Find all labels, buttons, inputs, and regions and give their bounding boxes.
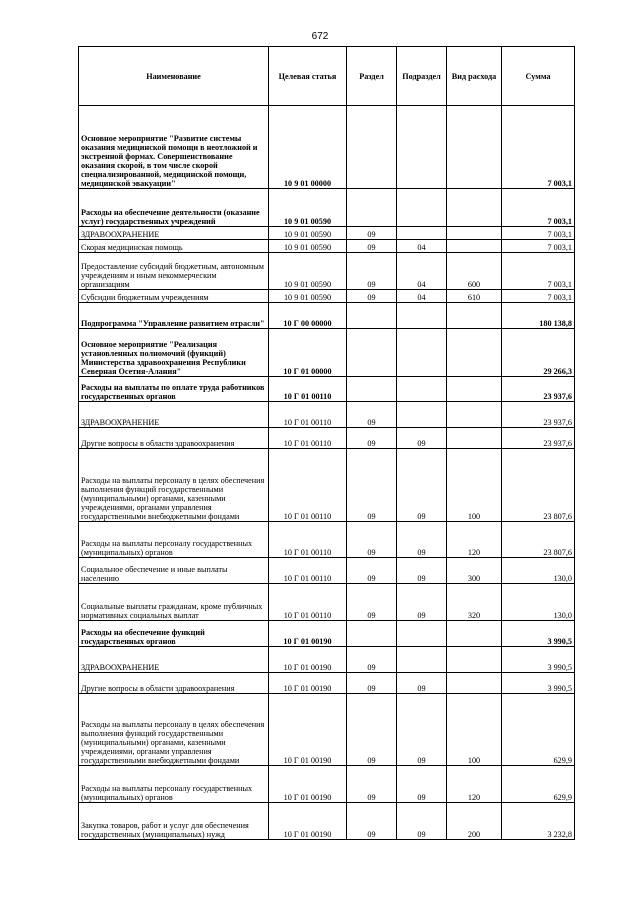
header-subsection: Подраздел bbox=[397, 47, 447, 106]
cell-type bbox=[447, 240, 502, 253]
cell-name: Субсидии бюджетным учреждениям bbox=[79, 290, 269, 303]
cell-name: Расходы на обеспечение деятельности (оказание услуг) государственных учреждений bbox=[79, 189, 269, 227]
cell-target: 10 Г 01 00000 bbox=[269, 329, 347, 377]
cell-sum: 3 990,5 bbox=[502, 647, 575, 673]
cell-section: 09 bbox=[347, 647, 397, 673]
cell-target: 10 Г 01 00110 bbox=[269, 377, 347, 402]
cell-name: Закупка товаров, работ и услуг для обеспечения государственных (муниципальных) нужд bbox=[79, 803, 269, 840]
cell-sum: 7 003,1 bbox=[502, 240, 575, 253]
cell-sum: 629,9 bbox=[502, 694, 575, 766]
cell-sum: 130,0 bbox=[502, 558, 575, 584]
cell-target: 10 Г 01 00110 bbox=[269, 522, 347, 558]
cell-target: 10 9 01 00590 bbox=[269, 227, 347, 240]
cell-name: Основное мероприятие "Развитие системы оказания медицинской помощи в неотложной и экстренной формах. Совершенствование оказания скорой, в том числе скорой специализированной, медицинской помощи, медицинской эвакуации" bbox=[79, 106, 269, 189]
cell-name: Подпрограмма "Управление развитием отрасли" bbox=[79, 303, 269, 329]
cell-name: ЗДРАВООХРАНЕНИЕ bbox=[79, 402, 269, 428]
cell-section: 09 bbox=[347, 240, 397, 253]
cell-subsection: 09 bbox=[397, 584, 447, 621]
header-sum: Сумма bbox=[502, 47, 575, 106]
table-row bbox=[79, 558, 575, 584]
cell-target: 10 9 01 00590 bbox=[269, 290, 347, 303]
cell-sum: 3 990,5 bbox=[502, 621, 575, 647]
cell-type bbox=[447, 647, 502, 673]
cell-subsection bbox=[397, 377, 447, 402]
cell-section: 09 bbox=[347, 558, 397, 584]
cell-sum: 180 138,8 bbox=[502, 303, 575, 329]
cell-type: 200 bbox=[447, 803, 502, 840]
cell-subsection: 04 bbox=[397, 253, 447, 290]
cell-type bbox=[447, 428, 502, 449]
cell-subsection: 09 bbox=[397, 449, 447, 522]
table-row bbox=[79, 647, 575, 673]
cell-sum: 3 232,8 bbox=[502, 803, 575, 840]
cell-section: 09 bbox=[347, 402, 397, 428]
cell-subsection: 09 bbox=[397, 673, 447, 694]
cell-section: 09 bbox=[347, 253, 397, 290]
cell-section bbox=[347, 621, 397, 647]
cell-name: Другие вопросы в области здравоохранения bbox=[79, 428, 269, 449]
cell-target: 10 Г 00 00000 bbox=[269, 303, 347, 329]
cell-type: 100 bbox=[447, 449, 502, 522]
cell-type: 120 bbox=[447, 522, 502, 558]
cell-subsection: 04 bbox=[397, 240, 447, 253]
table-row bbox=[79, 303, 575, 329]
table-row bbox=[79, 766, 575, 803]
cell-target: 10 9 01 00590 bbox=[269, 189, 347, 227]
cell-subsection bbox=[397, 189, 447, 227]
cell-sum: 23 807,6 bbox=[502, 522, 575, 558]
table-row bbox=[79, 106, 575, 189]
table-row bbox=[79, 329, 575, 377]
table-row bbox=[79, 189, 575, 227]
cell-sum: 23 937,6 bbox=[502, 428, 575, 449]
cell-subsection bbox=[397, 303, 447, 329]
cell-section: 09 bbox=[347, 766, 397, 803]
cell-type: 320 bbox=[447, 584, 502, 621]
page-number: 672 bbox=[311, 31, 329, 42]
cell-target: 10 Г 01 00110 bbox=[269, 402, 347, 428]
cell-name: Расходы на выплаты персоналу в целях обеспечения выполнения функций государственными (муниципальными) органами, казенными учреждениями, органами управления государственными внебюджетными фондами bbox=[79, 449, 269, 522]
cell-name: Основное мероприятие "Реализация установленных полномочий (функций) Министерства здравоохранения Республики Северная Осетия-Алания" bbox=[79, 329, 269, 377]
cell-subsection bbox=[397, 106, 447, 189]
table-row bbox=[79, 694, 575, 766]
header-target: Целевая статья bbox=[269, 47, 347, 106]
cell-subsection: 04 bbox=[397, 290, 447, 303]
cell-sum: 23 937,6 bbox=[502, 402, 575, 428]
cell-subsection bbox=[397, 329, 447, 377]
cell-name: ЗДРАВООХРАНЕНИЕ bbox=[79, 647, 269, 673]
cell-subsection: 09 bbox=[397, 694, 447, 766]
table-body bbox=[79, 106, 575, 840]
cell-section bbox=[347, 303, 397, 329]
cell-section: 09 bbox=[347, 449, 397, 522]
table-row bbox=[79, 673, 575, 694]
table-header-row bbox=[79, 47, 575, 106]
cell-sum: 629,9 bbox=[502, 766, 575, 803]
table-row bbox=[79, 227, 575, 240]
cell-target: 10 Г 01 00110 bbox=[269, 428, 347, 449]
budget-table bbox=[78, 46, 575, 840]
cell-type bbox=[447, 621, 502, 647]
cell-type bbox=[447, 673, 502, 694]
cell-section bbox=[347, 377, 397, 402]
cell-name: Социальные выплаты гражданам, кроме публичных нормативных социальных выплат bbox=[79, 584, 269, 621]
cell-sum: 7 003,1 bbox=[502, 189, 575, 227]
cell-section: 09 bbox=[347, 227, 397, 240]
cell-sum: 7 003,1 bbox=[502, 290, 575, 303]
cell-name: Расходы на выплаты по оплате труда работников государственных органов bbox=[79, 377, 269, 402]
cell-type bbox=[447, 329, 502, 377]
cell-sum: 7 003,1 bbox=[502, 227, 575, 240]
cell-target: 10 Г 01 00190 bbox=[269, 673, 347, 694]
cell-target: 10 Г 01 00190 bbox=[269, 647, 347, 673]
table-row bbox=[79, 377, 575, 402]
cell-subsection bbox=[397, 227, 447, 240]
header-name: Наименование bbox=[79, 47, 269, 106]
cell-sum: 23 937,6 bbox=[502, 377, 575, 402]
cell-target: 10 Г 01 00190 bbox=[269, 766, 347, 803]
cell-subsection bbox=[397, 621, 447, 647]
cell-section bbox=[347, 106, 397, 189]
cell-type bbox=[447, 106, 502, 189]
cell-type: 120 bbox=[447, 766, 502, 803]
cell-subsection: 09 bbox=[397, 558, 447, 584]
cell-type: 610 bbox=[447, 290, 502, 303]
cell-subsection: 09 bbox=[397, 428, 447, 449]
cell-type: 600 bbox=[447, 253, 502, 290]
header-expense-type: Вид расхода bbox=[447, 47, 502, 106]
cell-name: Скорая медицинская помощь bbox=[79, 240, 269, 253]
cell-name: Расходы на обеспечение функций государственных органов bbox=[79, 621, 269, 647]
table-row bbox=[79, 290, 575, 303]
cell-type bbox=[447, 303, 502, 329]
cell-type bbox=[447, 377, 502, 402]
cell-subsection: 09 bbox=[397, 522, 447, 558]
cell-section: 09 bbox=[347, 673, 397, 694]
cell-section: 09 bbox=[347, 694, 397, 766]
table-row bbox=[79, 522, 575, 558]
table-row bbox=[79, 240, 575, 253]
cell-type: 100 bbox=[447, 694, 502, 766]
cell-section: 09 bbox=[347, 584, 397, 621]
table-row bbox=[79, 584, 575, 621]
cell-section: 09 bbox=[347, 803, 397, 840]
cell-section: 09 bbox=[347, 522, 397, 558]
cell-target: 10 Г 01 00190 bbox=[269, 803, 347, 840]
cell-sum: 7 003,1 bbox=[502, 106, 575, 189]
cell-section: 09 bbox=[347, 428, 397, 449]
cell-sum: 3 990,5 bbox=[502, 673, 575, 694]
cell-target: 10 9 01 00590 bbox=[269, 253, 347, 290]
cell-subsection bbox=[397, 647, 447, 673]
cell-target: 10 Г 01 00110 bbox=[269, 558, 347, 584]
cell-name: Предоставление субсидий бюджетным, автономным учреждениям и иным некоммерческим организациям bbox=[79, 253, 269, 290]
cell-subsection bbox=[397, 402, 447, 428]
cell-target: 10 Г 01 00190 bbox=[269, 694, 347, 766]
cell-type: 300 bbox=[447, 558, 502, 584]
cell-section bbox=[347, 189, 397, 227]
cell-section bbox=[347, 329, 397, 377]
cell-sum: 7 003,1 bbox=[502, 253, 575, 290]
cell-name: ЗДРАВООХРАНЕНИЕ bbox=[79, 227, 269, 240]
cell-target: 10 9 01 00000 bbox=[269, 106, 347, 189]
cell-type bbox=[447, 227, 502, 240]
cell-sum: 130,0 bbox=[502, 584, 575, 621]
table-row bbox=[79, 402, 575, 428]
cell-name: Другие вопросы в области здравоохранения bbox=[79, 673, 269, 694]
cell-name: Расходы на выплаты персоналу государственных (муниципальных) органов bbox=[79, 766, 269, 803]
cell-name: Социальное обеспечение и иные выплаты населению bbox=[79, 558, 269, 584]
cell-sum: 29 266,3 bbox=[502, 329, 575, 377]
table-row bbox=[79, 449, 575, 522]
header-section: Раздел bbox=[347, 47, 397, 106]
table-row bbox=[79, 253, 575, 290]
table-row bbox=[79, 428, 575, 449]
cell-name: Расходы на выплаты персоналу в целях обеспечения выполнения функций государственными (муниципальными) органами, казенными учреждениями, органами управления государственными внебюджетными фондами bbox=[79, 694, 269, 766]
cell-sum: 23 807,6 bbox=[502, 449, 575, 522]
cell-subsection: 09 bbox=[397, 803, 447, 840]
table-row bbox=[79, 803, 575, 840]
cell-name: Расходы на выплаты персоналу государственных (муниципальных) органов bbox=[79, 522, 269, 558]
table-row bbox=[79, 621, 575, 647]
cell-subsection: 09 bbox=[397, 766, 447, 803]
cell-target: 10 Г 01 00190 bbox=[269, 621, 347, 647]
cell-type bbox=[447, 189, 502, 227]
cell-target: 10 Г 01 00110 bbox=[269, 584, 347, 621]
cell-target: 10 Г 01 00110 bbox=[269, 449, 347, 522]
cell-section: 09 bbox=[347, 290, 397, 303]
cell-target: 10 9 01 00590 bbox=[269, 240, 347, 253]
cell-type bbox=[447, 402, 502, 428]
